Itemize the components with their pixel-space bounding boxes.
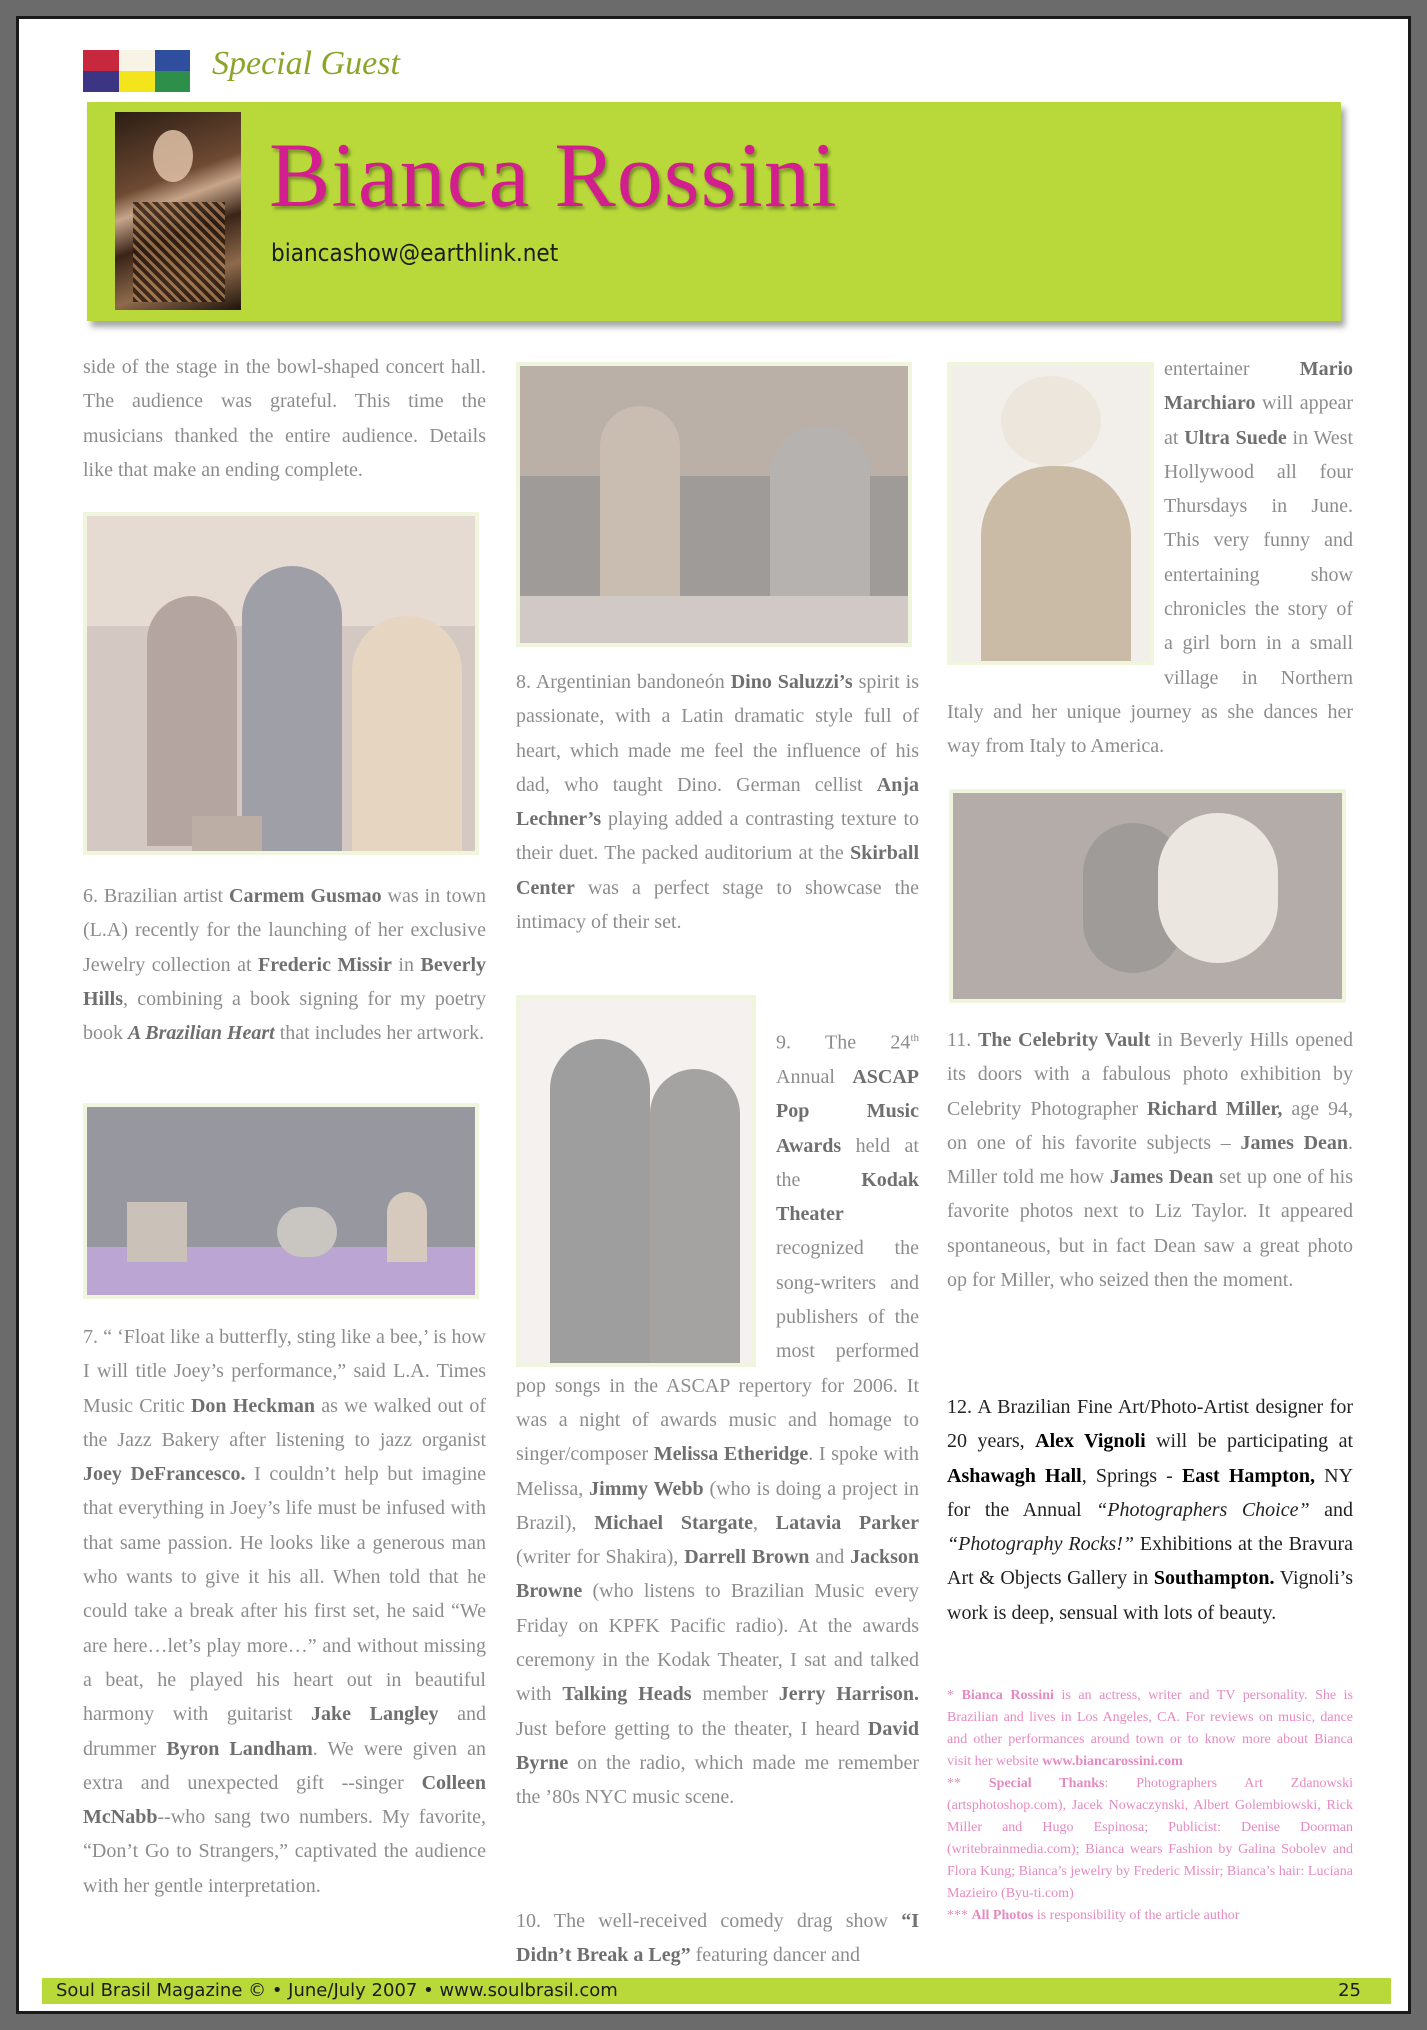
title-banner bbox=[87, 102, 1341, 321]
photo-joey-defrancesco-concert bbox=[83, 1103, 479, 1299]
magazine-page bbox=[16, 16, 1411, 2014]
column3-item10-cont: entertainer Mario Marchiaro will appear at Ultra Suede in West Hollywood all four Thursdays in June. This very funny and entertaining show chronicles the story of a girl born in a small village in Northern Italy and her unique journey as she dances her way from Italy to America. bbox=[947, 358, 1354, 758]
photo-carmem-gusmao bbox=[83, 512, 479, 855]
column1-intro: side of the stage in the bowl-shaped concert hall. The audience was grateful. This time the musicians thanked the entire audience. Details like that make an ending complete. bbox=[83, 356, 486, 481]
photo-dino-saluzzi-duet bbox=[516, 362, 912, 647]
flag-logo bbox=[83, 50, 190, 92]
footer-publication: Soul Brasil Magazine © • June/July 2007 • www.soulbrasil.com bbox=[56, 1980, 618, 2001]
article-credits: * Bianca Rossini is an actress, writer and TV personality. She is Brazilian and lives in Los Angeles, CA. For reviews on music, dance and other performances around town or to know more about Bianca visit her website www.biancarossini.com ** Special Thanks: Photographers Art Zdanowski (artsphotoshop.com), Jacek Nowaczynski, Albert Golembiowski, Rick Miller and Hugo Espinosa; Publicist: Denise Doorman (writebrainmedia.com); Bianca wears Fashion by Galina Sobolev and Flora Kung; Bianca’s jewelry by Frederic Missir; Bianca’s hair: Luciana Mazieiro (Byu-ti.com) *** All Photos is responsibility of the article author bbox=[947, 1688, 1354, 1923]
column1-item7: 7. “ ‘Float like a butterfly, sting like a bee,’ is how I will title Joey’s performance,” said L.A. Times Music Critic Don Heckman as we walked out of the Jazz Bakery after listening to jazz organist Joey DeFrancesco. I couldn’t help but imagine that everything in Joey’s life must be infused with that same passion. He looks like a generous man who wants to give it his all. When told that he could take a break after his first set, he said “We are here…let’s play more…” and without missing a beat, he played his heart out in beautiful harmony with guitarist Jake Langley and drummer Byron Landham. We were given an extra and unexpected gift --singer Colleen McNabb--who sang two numbers. My favorite, “Don’t Go to Strangers,” captivated the audience with her gentle interpretation. bbox=[83, 1326, 487, 1897]
author-email: biancashow@earthlink.net bbox=[271, 239, 559, 267]
section-label: Special Guest bbox=[212, 45, 400, 82]
column3-item11: 11. The Celebrity Vault in Beverly Hills opened its doors with a fabulous photo exhibition by Celebrity Photographer Richard Miller, age 94, on one of his favorite subjects – James Dean. Miller told me how James Dean set up one of his favorite photos next to Liz Taylor. It appeared spontaneous, but in fact Dean saw a great photo op for Miller, who seized then the moment. bbox=[947, 1029, 1354, 1292]
photo-richard-miller bbox=[949, 789, 1346, 1003]
page-title: Bianca Rossini bbox=[269, 124, 838, 226]
author-portrait bbox=[115, 112, 241, 310]
column2-item8: 8. Argentinian bandoneón Dino Saluzzi’s spirit is passionate, with a Latin dramatic style full of heart, which made me feel the influence of his dad, who taught Dino. German cellist Anja Lechner’s playing added a contrasting texture to their duet. The packed auditorium at the Skirball Center was a perfect stage to showcase the intimacy of their set. bbox=[516, 671, 920, 934]
column3-item12: 12. A Brazilian Fine Art/Photo-Artist designer for 20 years, Alex Vignoli will be participating at Ashawagh Hall, Springs - East Hampton, NY for the Annual “Photographers Choice” and “Photography Rocks!” Exhibitions at the Bravura Art & Objects Gallery in Southampton. Vignoli’s work is deep, sensual with lots of beauty. bbox=[947, 1396, 1354, 1624]
column2-item10: 10. The well-received comedy drag show “I Didn’t Break a Leg” featuring dancer and bbox=[516, 1910, 920, 1967]
column1-item6: 6. Brazilian artist Carmem Gusmao was in town (L.A) recently for the launching of her exclusive Jewelry collection at Frederic Missir in Beverly Hills, combining a book signing for my poetry book A Brazilian Heart that includes her artwork. bbox=[83, 885, 487, 1045]
page-number: 25 bbox=[1338, 1980, 1361, 2001]
page-footer bbox=[42, 1978, 1391, 2004]
column2-item9: 9. The 24th Annual ASCAP Pop Music Awards held at the Kodak Theater recognized the song-writers and publishers of the most performed pop songs in the ASCAP repertory for 2006. It was a night of awards music and homage to singer/composer Melissa Etheridge. I spoke with Melissa, Jimmy Webb (who is doing a project in Brazil), Michael Stargate, Latavia Parker (writer for Shakira), Darrell Brown and Jackson Browne (who listens to Brazilian Music every Friday on KPFK Pacific radio). At the awards ceremony in the Kodak Theater, I sat and talked with Talking Heads member Jerry Harrison. Just before getting to the theater, I heard David Byrne on the radio, which made me remember the ’80s NYC music scene. bbox=[516, 1031, 920, 1809]
